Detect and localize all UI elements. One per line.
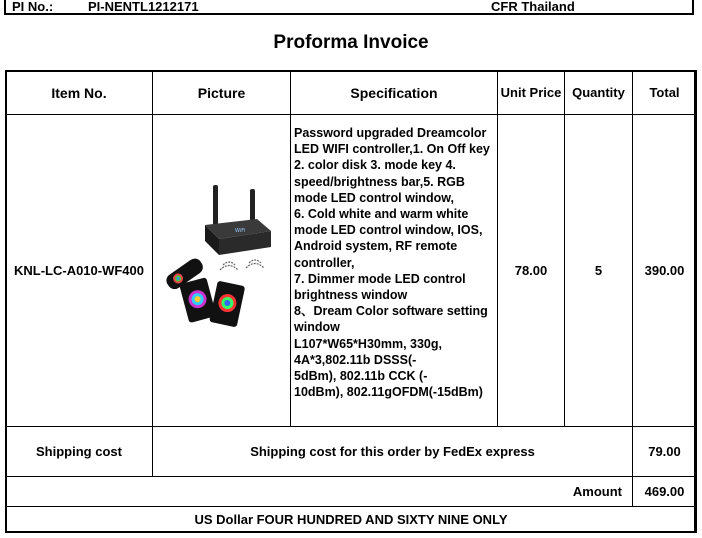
col-header-unit-price: Unit Price <box>498 71 565 115</box>
shipping-label: Shipping cost <box>6 427 153 477</box>
pi-number: PI-NENTL1212171 <box>88 0 199 14</box>
spec-line: Password upgraded Dreamcolor <box>294 126 487 140</box>
amount-in-words: US Dollar FOUR HUNDRED AND SIXTY NINE ONLY <box>6 507 697 533</box>
pi-header-bar <box>4 0 694 15</box>
amount-row <box>6 477 697 507</box>
svg-text:WiFi: WiFi <box>235 228 246 234</box>
spec-line: window <box>294 320 340 335</box>
spec-line: L107*W65*H30mm, 330g, <box>294 336 442 351</box>
product-picture-cell <box>153 115 291 427</box>
spec-line: Android system, RF remote <box>294 239 458 254</box>
col-header-quantity: Quantity <box>565 71 633 115</box>
amount-in-words-row <box>6 507 697 533</box>
item-number: KNL-LC-A010-WF400 <box>6 115 153 427</box>
quantity: 5 <box>565 115 633 427</box>
shipping-description: Shipping cost for this order by FedEx express <box>153 427 633 477</box>
table-header-row <box>6 71 697 115</box>
spec-line: speed/brightness bar,5. RGB <box>294 174 465 189</box>
spec-line: controller, <box>294 255 355 270</box>
spec-line: 8、Dream Color software setting <box>294 304 488 319</box>
col-header-picture: Picture <box>153 71 291 115</box>
unit-price: 78.00 <box>498 115 565 427</box>
page-title: Proforma Invoice <box>273 32 429 53</box>
spec-line: 6. Cold white and warm white <box>294 207 469 222</box>
line-total: 390.00 <box>633 115 697 427</box>
amount-value: 469.00 <box>633 477 697 507</box>
trade-terms: CFR Thailand <box>491 0 575 14</box>
spec-line: 5dBm), 802.11b CCK (- <box>294 369 428 384</box>
spec-line: 10dBm), 802.11gOFDM(-15dBm) <box>294 385 483 400</box>
spec-line: 4A*3,802.11b DSSS(- <box>294 352 417 367</box>
item-specification <box>291 115 498 427</box>
spec-line: LED WIFI controller,1. On Off key <box>294 142 490 157</box>
col-header-specification: Specification <box>291 71 498 115</box>
spec-line: 7. Dimmer mode LED control <box>294 271 466 286</box>
spec-line: 2. color disk 3. mode key 4. <box>294 158 456 173</box>
table-row <box>6 115 697 427</box>
col-header-total: Total <box>633 71 697 115</box>
spec-line: brightness window <box>294 288 408 303</box>
spec-line: mode LED control window, IOS, <box>294 223 483 238</box>
col-header-item-no: Item No. <box>6 71 153 115</box>
amount-label: Amount <box>6 477 633 507</box>
pi-number-label: PI No.: <box>12 0 54 14</box>
shipping-row <box>6 427 697 477</box>
wifi-led-controller-icon <box>153 115 291 426</box>
spec-line: mode LED control window, <box>294 190 454 205</box>
shipping-amount: 79.00 <box>633 427 697 477</box>
invoice-table <box>5 70 697 533</box>
